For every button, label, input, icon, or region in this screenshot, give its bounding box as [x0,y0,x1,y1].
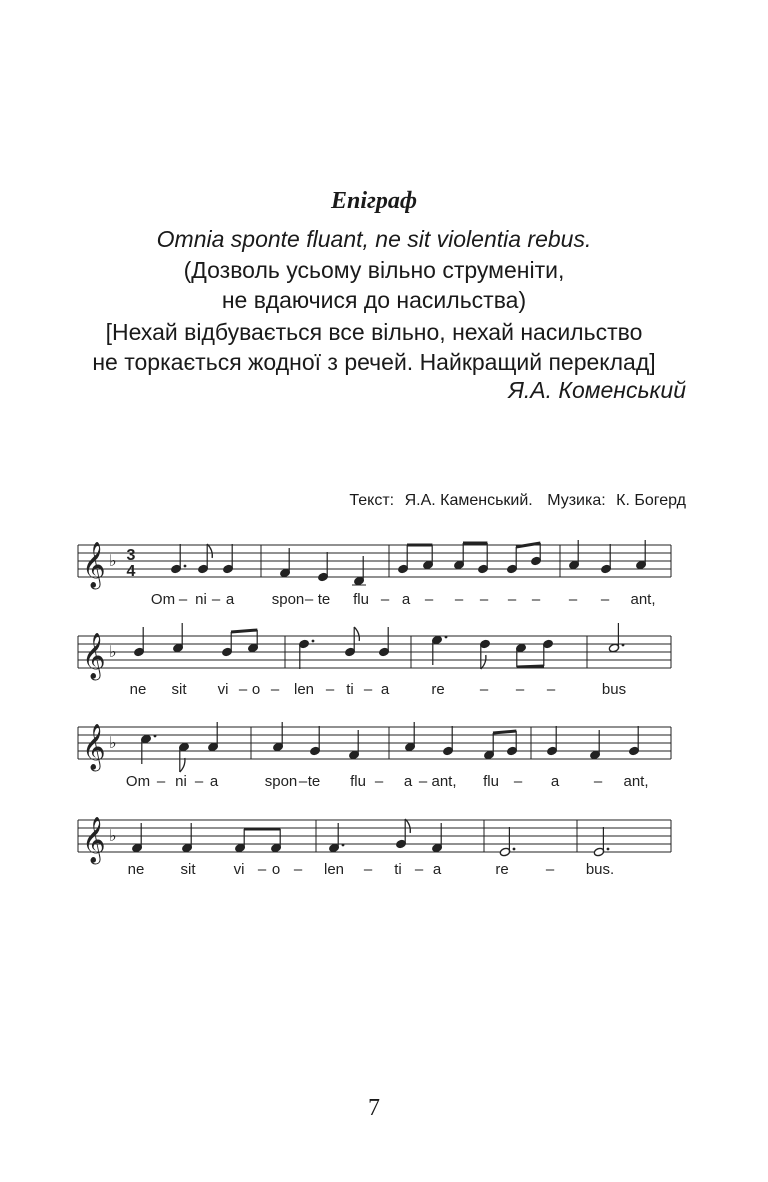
lyric-syllable: a [403,773,413,790]
lyric-syllable: bus. [585,861,615,878]
epigraph-heading: Епіграф [330,188,418,214]
lyric-syllable: o [271,861,281,878]
lyric-syllable: ant, [630,591,656,608]
lyric-syllable: a [209,773,219,790]
note-dot [445,636,448,639]
lyric-syllable: – [593,773,603,790]
lyric-syllable: – [515,681,525,698]
note-dot [513,848,516,851]
lyric-syllable: a [401,591,411,608]
lyric-syllable: ant, [623,773,649,790]
note-dot [154,735,157,738]
notes [132,819,610,857]
lyric-syllable: – [178,591,188,608]
lyric-syllable: – [270,681,280,698]
lyric-syllable: a [225,591,235,608]
lyrics-line-3 [126,773,649,790]
note-dot [342,844,345,847]
notes [141,722,640,772]
epigraph-better-translation-line-2: не торкається жодної з речей. Найкращий переклад] [92,349,656,375]
lyric-syllable: – [363,861,373,878]
lyric-syllable: ne [129,681,147,698]
note-dot [607,848,610,851]
lyric-syllable: – [156,773,166,790]
flat-sign-icon: ♭ [109,551,117,570]
lyric-syllable: ni [195,591,207,608]
lyric-syllable: – [479,681,489,698]
lyric-syllable: – [293,861,303,878]
flat-sign-icon: ♭ [109,826,117,845]
lyric-syllable: re [431,681,445,698]
staff-system-1 [78,540,671,608]
lyric-syllable: Om [150,591,176,608]
lyric-syllable: – [568,591,578,608]
flat-sign-icon: ♭ [109,733,117,752]
lyric-syllable: – [211,591,221,608]
lyric-syllable: – [454,591,464,608]
flat-sign-icon: ♭ [109,642,117,661]
lyric-syllable: ne [127,861,145,878]
text-credit-label: Текст: [349,492,395,509]
text-credit-author: Я.А. Каменський. [404,492,533,509]
treble-clef-icon: 𝄞 [82,542,106,588]
lyric-syllable: te [317,591,331,608]
staff-system-3 [78,722,671,790]
lyric-syllable: ti [394,861,402,878]
epigraph-author: Я.А. Коменський [508,377,686,403]
lyric-syllable: – [194,773,204,790]
lyric-syllable: – [424,591,434,608]
lyric-syllable: – [545,861,555,878]
lyric-syllable: spon [264,773,298,790]
lyric-syllable: – [298,773,308,790]
lyric-syllable: ni [175,773,187,790]
lyric-syllable: a [380,681,390,698]
lyric-syllable: a [432,861,442,878]
lyric-syllable: flu [353,591,369,608]
lyric-syllable: – [325,681,335,698]
lyric-syllable: – [513,773,523,790]
lyric-syllable: – [418,773,428,790]
lyric-syllable: re [495,861,509,878]
lyric-syllable: vi [217,681,229,698]
lyric-syllable: – [479,591,489,608]
lyric-syllable: ant, [431,773,457,790]
epigraph-better-translation-line-1: [Нехай відбувається все вільно, нехай насильство [105,319,643,345]
lyrics-line-4 [128,861,615,878]
note-dot [312,640,315,643]
lyric-syllable: – [507,591,517,608]
lyric-syllable: – [238,681,248,698]
lyric-syllable: spon [271,591,305,608]
note-dot [622,644,625,647]
lyric-syllable: – [380,591,390,608]
lyric-syllable: – [363,681,373,698]
treble-clef-icon: 𝄞 [82,633,106,679]
lyric-syllable: – [531,591,541,608]
treble-clef-icon: 𝄞 [82,724,106,770]
epigraph-translation-line-1: (Дозволь усьому вільно струменіти, [183,257,565,283]
notes [134,623,625,669]
lyric-syllable: flu [483,773,499,790]
lyric-syllable: vi [233,861,245,878]
lyric-syllable: ti [346,681,354,698]
lyric-syllable: – [304,591,314,608]
lyric-syllable: – [600,591,610,608]
lyric-syllable: – [257,861,267,878]
lyric-syllable: len [293,681,315,698]
lyric-syllable: Om [125,773,151,790]
staff-system-4 [78,817,671,878]
lyric-syllable: – [546,681,556,698]
time-signature-top: 3 [126,547,136,564]
lyric-syllable: te [307,773,321,790]
lyric-syllable: – [374,773,384,790]
treble-clef-icon: 𝄞 [82,817,106,863]
epigraph-translation-line-2: не вдаючися до насильства) [221,287,527,313]
staff-system-2 [78,623,671,698]
music-credit-author: К. Богерд [616,492,686,509]
lyric-syllable: a [550,773,560,790]
lyrics-line-1 [151,591,656,608]
lyric-syllable: sit [171,681,187,698]
lyric-syllable: o [251,681,261,698]
notes [171,540,647,586]
lyrics-line-2 [130,681,626,698]
music-credit-label: Музика: [547,492,606,509]
epigraph-latin-quote: Omnia sponte fluant, ne sit violentia rebus. [156,226,592,252]
lyric-syllable: sit [180,861,196,878]
page-number: 7 [368,1095,380,1121]
note-dot [184,565,187,568]
lyric-syllable: bus [601,681,627,698]
lyric-syllable: len [323,861,345,878]
lyric-syllable: flu [350,773,366,790]
time-signature-bottom: 4 [126,563,136,580]
lyric-syllable: – [414,861,424,878]
